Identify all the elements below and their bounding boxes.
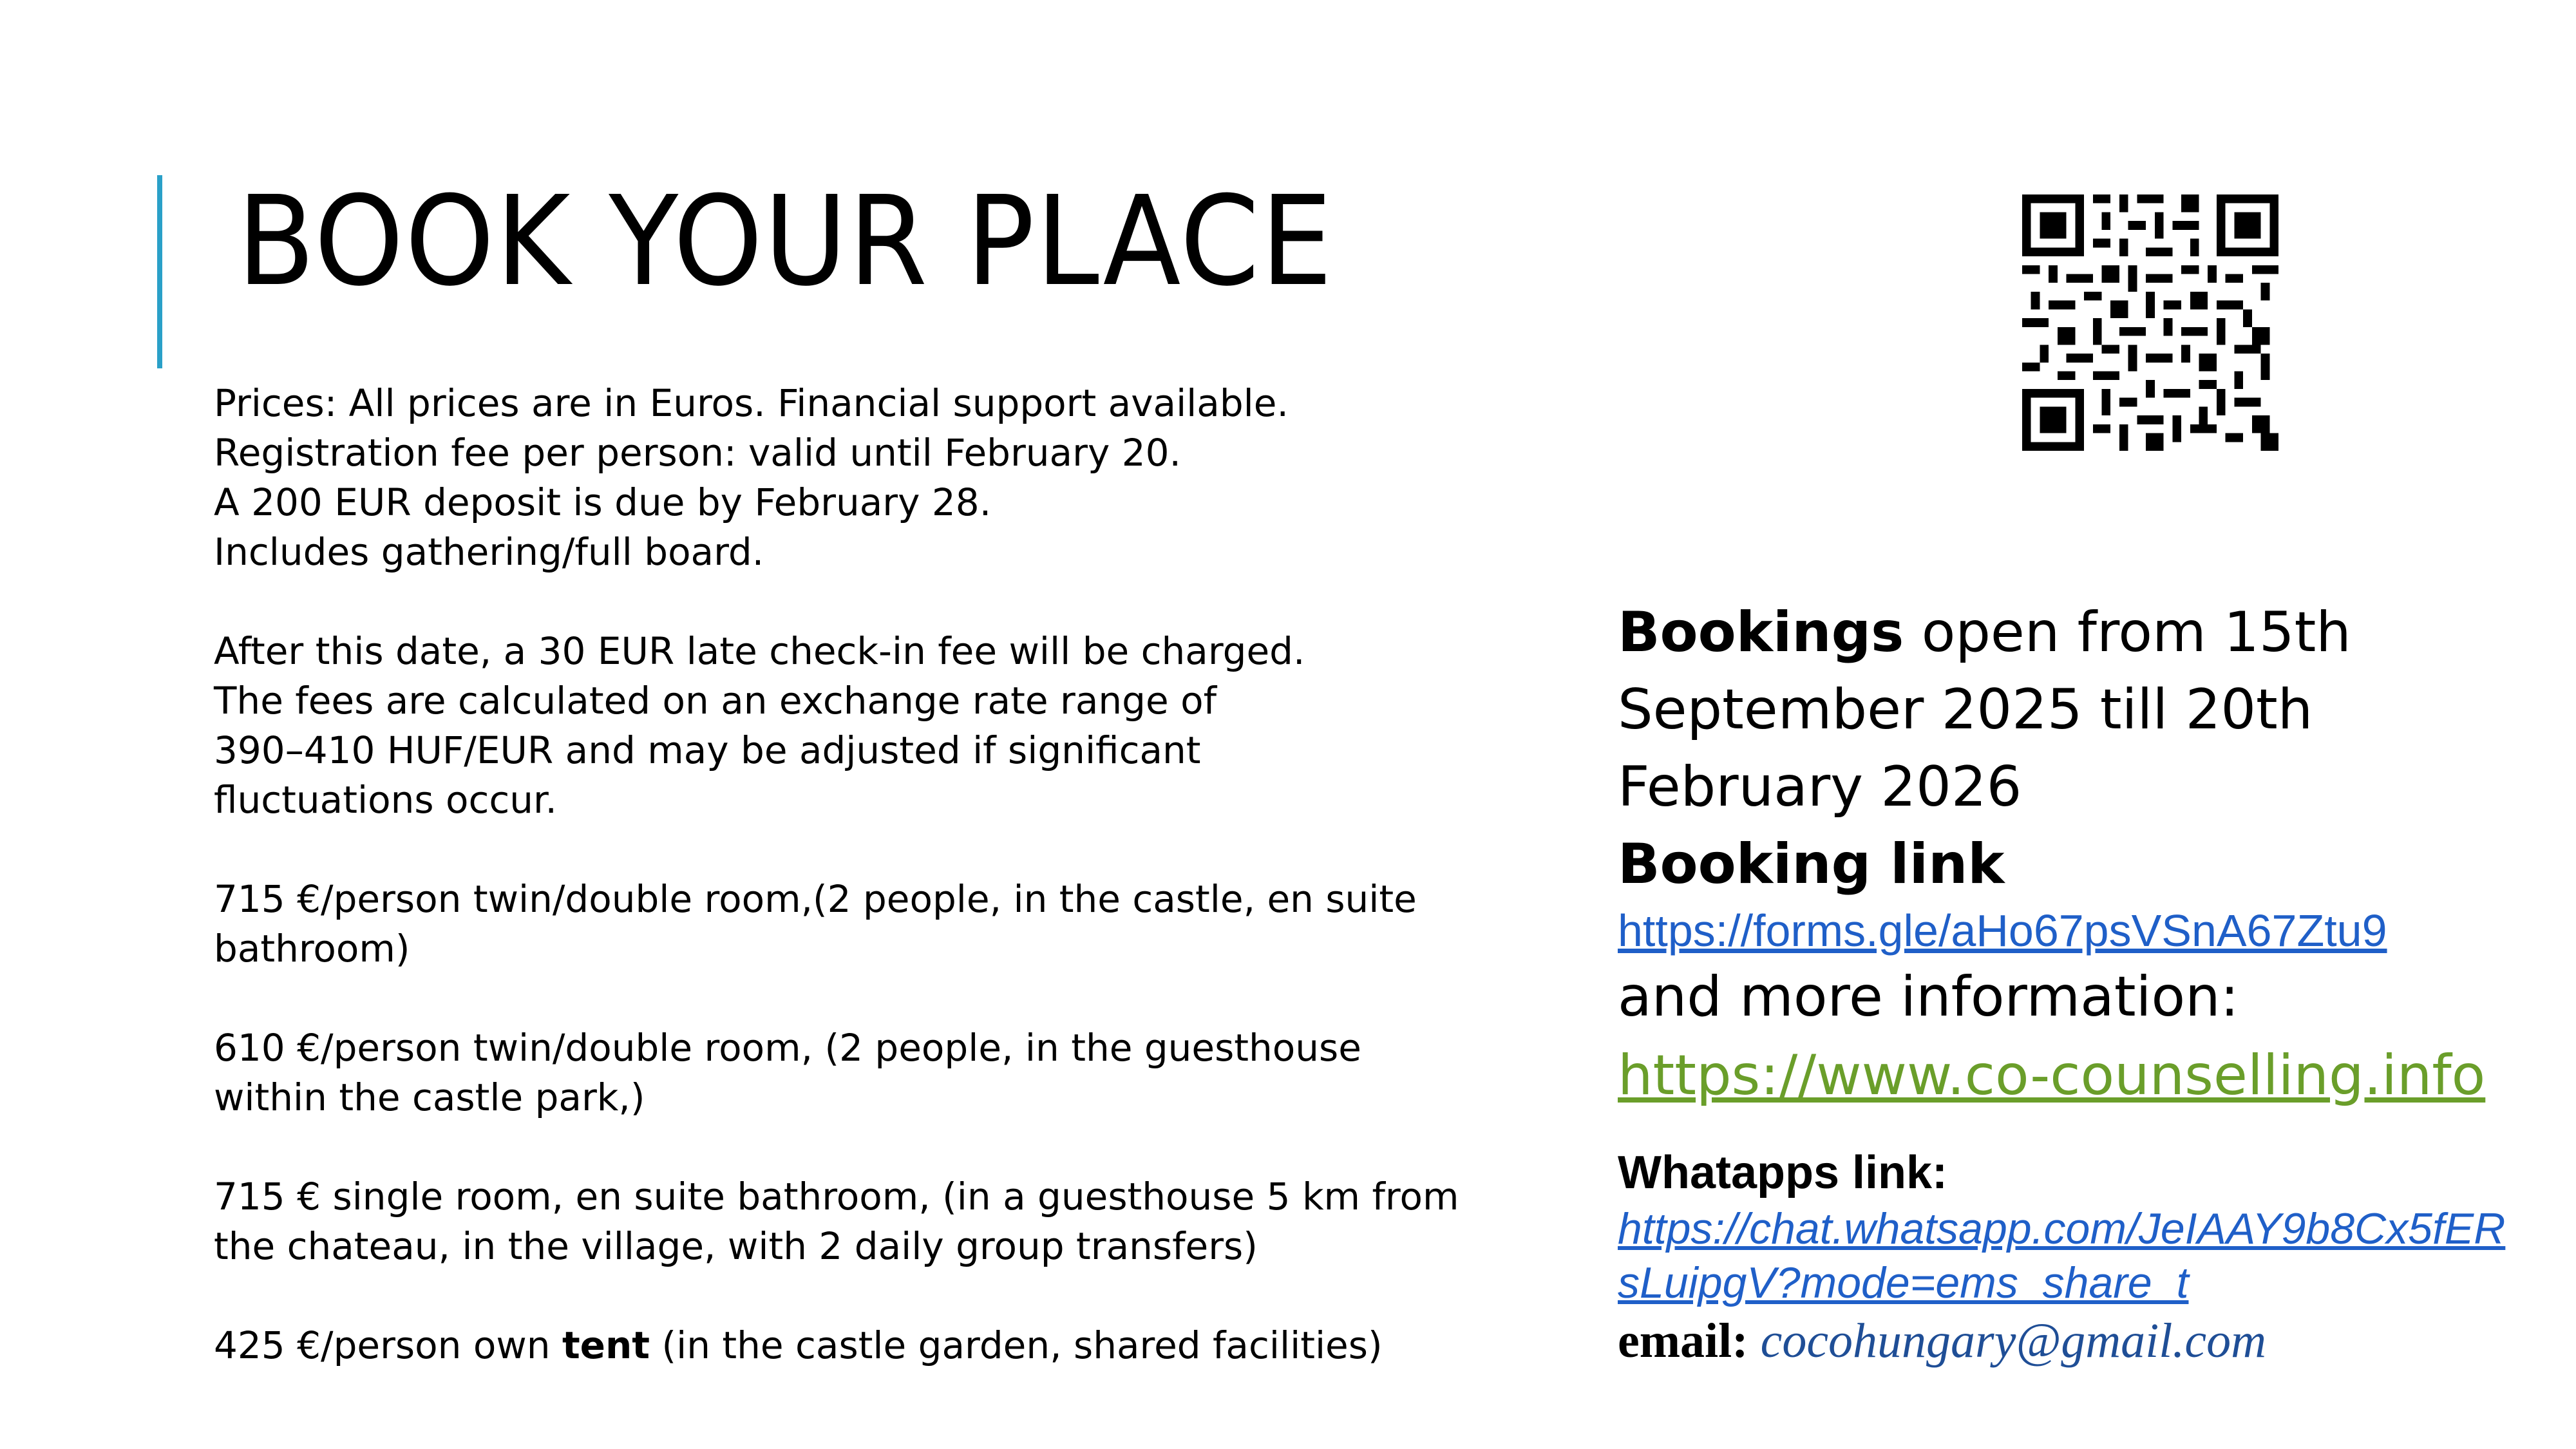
tent-text-before: 425 €/person own xyxy=(214,1323,562,1367)
booking-link-label-text: Booking link xyxy=(1618,832,2005,896)
qr-code-icon[interactable] xyxy=(2022,194,2278,451)
bookings-open-line-1 xyxy=(1618,594,2545,671)
bookings-bold: Bookings xyxy=(1618,600,1904,665)
email-row xyxy=(1618,1310,2545,1372)
pricing-line: fluctuations occur. xyxy=(214,778,557,822)
room-option-line: within the castle park,) xyxy=(214,1075,645,1119)
page-title: BOOK YOUR PLACE xyxy=(237,170,1334,314)
pricing-line: 390–410 HUF/EUR and may be adjusted if significant xyxy=(214,728,1201,772)
booking-info xyxy=(1618,594,2545,1372)
email-label: email: xyxy=(1618,1314,1748,1368)
pricing-line: A 200 EUR deposit is due by February 28. xyxy=(214,480,992,524)
bookings-rest: open from 15th xyxy=(1904,600,2351,665)
whatsapp-label: Whatapps link: xyxy=(1618,1147,1948,1198)
title-accent-bar xyxy=(157,175,162,368)
room-option-line: the chateau, in the village, with 2 daily group transfers) xyxy=(214,1224,1258,1268)
booking-form-link[interactable]: https://forms.gle/aHo67psVSnA67Ztu9 xyxy=(1618,905,2387,956)
website-link[interactable]: https://www.co-counselling.info xyxy=(1618,1043,2486,1108)
whatsapp-link-line-2[interactable]: sLuipgV?mode=ems_share_t xyxy=(1618,1258,2189,1307)
pricing-line: The fees are calculated on an exchange rate range of xyxy=(214,679,1217,723)
room-option-line: 610 €/person twin/double room, (2 people, in the guesthouse xyxy=(214,1026,1361,1070)
room-option-line: bathroom) xyxy=(214,927,410,971)
pricing-line: Includes gathering/full board. xyxy=(214,530,764,574)
room-option-line: 715 €/person twin/double room,(2 people, in the castle, en suite xyxy=(214,877,1417,921)
bookings-open-line-2: September 2025 till 20th xyxy=(1618,677,2313,742)
tent-text-after: (in the castle garden, shared facilities) xyxy=(650,1323,1383,1367)
more-information-label: and more information: xyxy=(1618,965,2239,1029)
tent-text-bold: tent xyxy=(562,1323,650,1367)
tent-option-line xyxy=(214,1321,1437,1370)
pricing-text xyxy=(214,379,1459,1370)
whatsapp-link-line-1[interactable]: https://chat.whatsapp.com/JeIAAY9b8Cx5fER xyxy=(1618,1204,2506,1253)
bookings-open-line-3: February 2026 xyxy=(1618,755,2022,819)
pricing-line: After this date, a 30 EUR late check-in fee will be charged. xyxy=(214,629,1305,673)
email-link[interactable]: cocohungary@gmail.com xyxy=(1760,1314,2267,1368)
booking-link-label xyxy=(1618,826,2545,903)
pricing-line: Registration fee per person: valid until February 20. xyxy=(214,431,1181,475)
pricing-line: Prices: All prices are in Euros. Financial support available. xyxy=(214,381,1289,425)
room-option-line: 715 € single room, en suite bathroom, (in a guesthouse 5 km from xyxy=(214,1175,1459,1218)
